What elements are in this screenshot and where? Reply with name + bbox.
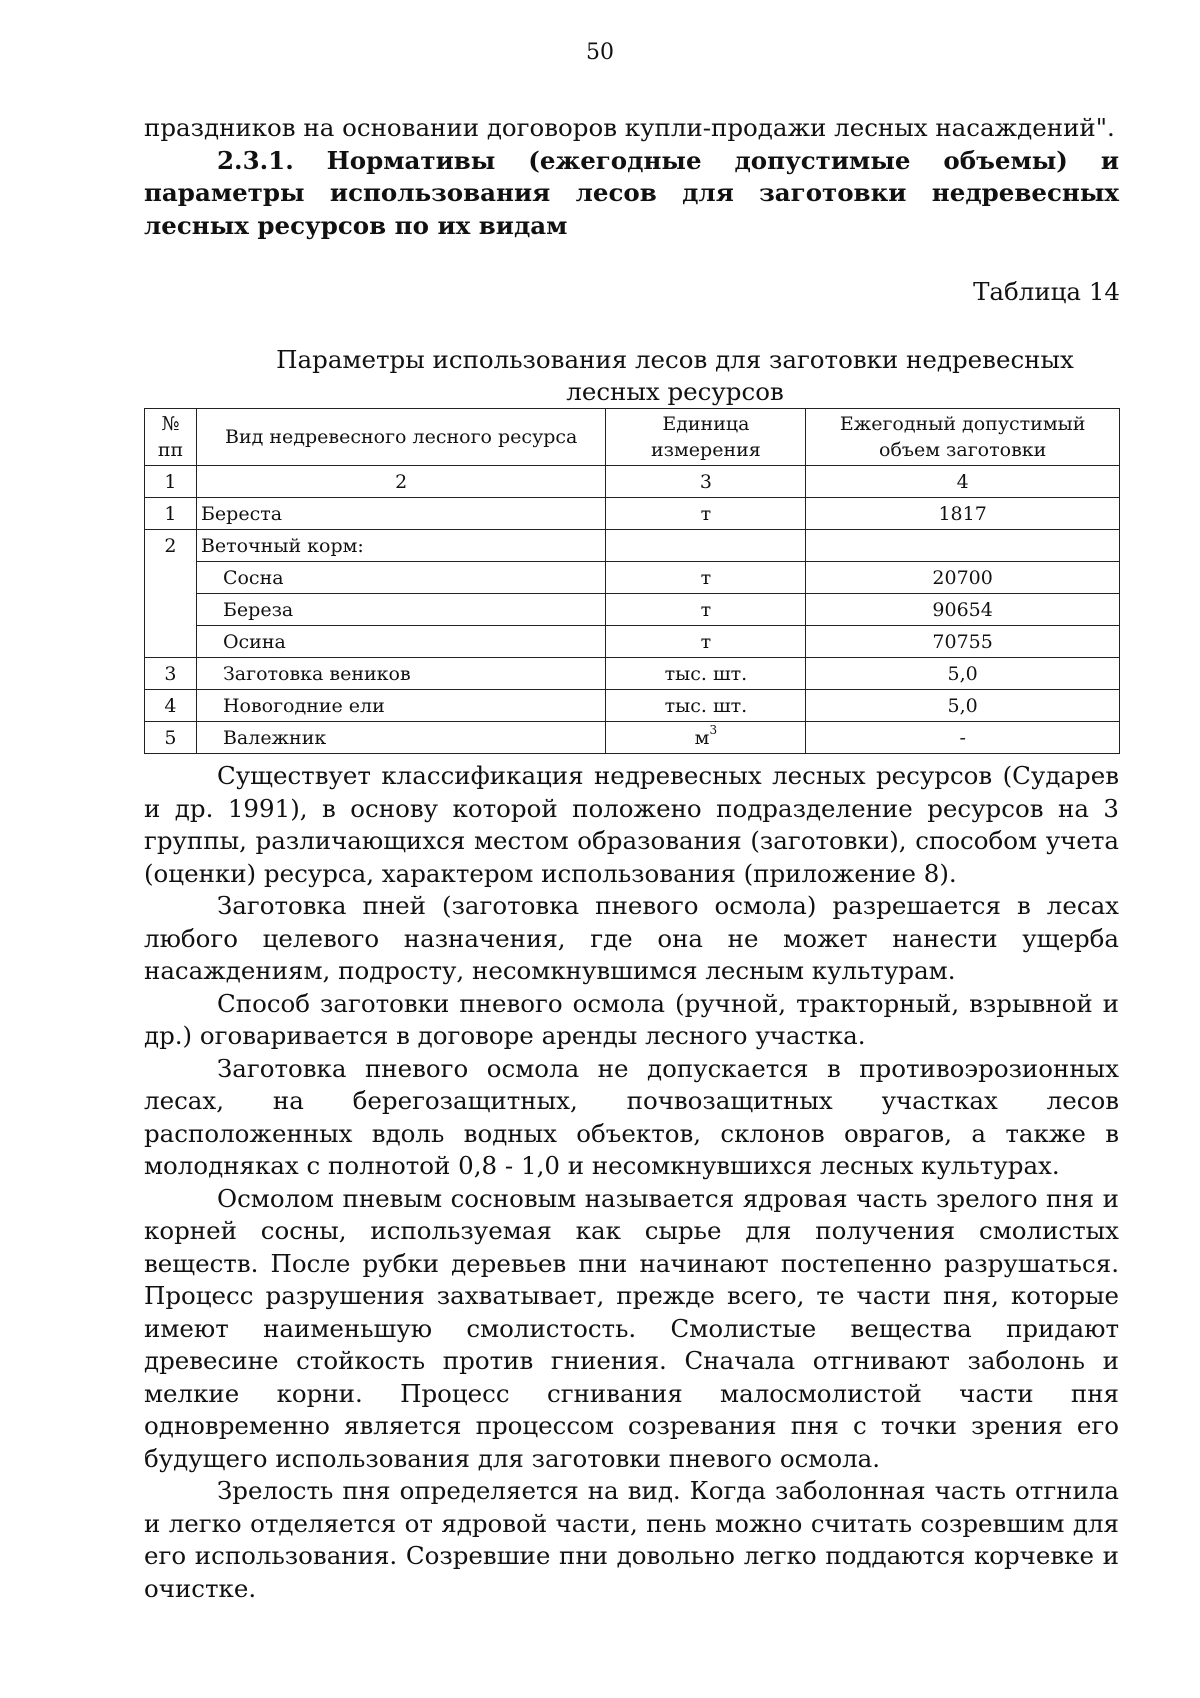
row-volume: 5,0: [806, 690, 1120, 722]
row-resource: Береза: [196, 594, 606, 626]
row-volume: 70755: [806, 626, 1120, 658]
row-resource: Заготовка веников: [196, 658, 606, 690]
table-row: [145, 498, 1120, 530]
row-num: [145, 562, 197, 594]
row-num: 2: [145, 530, 197, 562]
colnum-4: 4: [806, 466, 1120, 498]
row-resource: Береста: [196, 498, 606, 530]
row-volume: -: [806, 722, 1120, 754]
row-unit: т: [606, 562, 806, 594]
header-unit: Единица измерения: [606, 409, 806, 466]
header-text-block: [144, 112, 1119, 242]
row-unit: [606, 722, 806, 754]
row-num: [145, 626, 197, 658]
paragraph: Способ заготовки пневого осмола (ручной, тракторный, взрывной и др.) оговаривается в договоре аренды лесного участка.: [144, 988, 1119, 1050]
body-text: [144, 760, 1119, 1605]
paragraph: Существует классификация недревесных лесных ресурсов (Сударев и др. 1991), в основу которой положено подразделение ресурсов на 3 группы, различающихся местом образования (заготовки), способом учета (оценки) ресурса, характером использования (приложение 8).: [144, 761, 1119, 888]
table-row: [145, 722, 1120, 754]
row-num: 1: [145, 498, 197, 530]
paragraph: Зрелость пня определяется на вид. Когда заболонная часть отгнила и легко отделяется от ядровой части, пень можно считать созревшим для его использования. Созревшие пни довольно легко поддаются корчевке и очистке.: [144, 1476, 1119, 1603]
table-row: [145, 690, 1120, 722]
row-resource: Новогодние ели: [196, 690, 606, 722]
row-unit: т: [606, 594, 806, 626]
row-resource: Валежник: [196, 722, 606, 754]
row-num: [145, 594, 197, 626]
row-resource: Веточный корм:: [196, 530, 606, 562]
header-resource: Вид недревесного лесного ресурса: [196, 409, 606, 466]
paragraph: Заготовка пней (заготовка пневого осмола) разрешается в лесах любого целевого назначения, где она не может нанести ущерба насаждениям, подросту, несомкнувшимся лесным культурам.: [144, 891, 1119, 985]
paragraph: Осмолом пневым сосновым называется ядровая часть зрелого пня и корней сосны, используемая как сырье для получения смолистых веществ. После рубки деревьев пни начинают постепенно разрушаться. Процесс разрушения захватывает, прежде всего, те части пня, которые имеют наименьшую смолистость. Смолистые вещества придают древесине стойкость против гниения. Сначала отгнивают заболонь и мелкие корни. Процесс сгнивания малосмолистой части пня одновременно является процессом созревания пня с точки зрения его будущего использования для заготовки пневого осмола.: [144, 1183, 1119, 1473]
table-row: [145, 530, 1120, 562]
intro-line: праздников на основании договоров купли-продажи лесных насаждений".: [144, 113, 1115, 142]
header-volume: Ежегодный допустимый объем заготовки: [806, 409, 1120, 466]
row-volume: [806, 530, 1120, 562]
unit-superscript: 3: [709, 722, 718, 737]
row-num: 3: [145, 658, 197, 690]
row-unit: т: [606, 626, 806, 658]
table-caption: Параметры использования лесов для заготовки недревесных лесных ресурсов: [276, 345, 1074, 406]
section-heading: 2.3.1. Нормативы (ежегодные допустимые объемы) и параметры использования лесов для заготовки недревесных лесных ресурсов по их видам: [144, 145, 1119, 240]
table-row: [145, 594, 1120, 626]
table-label: Таблица 14: [973, 277, 1120, 306]
colnum-2: 2: [196, 466, 606, 498]
row-volume: 5,0: [806, 658, 1120, 690]
row-resource: Осина: [196, 626, 606, 658]
table-row: [145, 658, 1120, 690]
row-resource: Сосна: [196, 562, 606, 594]
row-unit: [606, 530, 806, 562]
row-unit: т: [606, 498, 806, 530]
page-number: 50: [586, 40, 614, 65]
table-header-row: [145, 409, 1120, 466]
table-row: [145, 626, 1120, 658]
colnum-1: 1: [145, 466, 197, 498]
row-num: 5: [145, 722, 197, 754]
row-unit: тыс. шт.: [606, 690, 806, 722]
row-num: 4: [145, 690, 197, 722]
paragraph: Заготовка пневого осмола не допускается в противоэрозионных лесах, на берегозащитных, почвозащитных участках лесов расположенных вдоль водных объектов, склонов оврагов, а также в молодняках с полнотой 0,8 - 1,0 и несомкнувшихся лесных культурах.: [144, 1053, 1119, 1180]
header-num: № пп: [145, 409, 197, 466]
row-unit: тыс. шт.: [606, 658, 806, 690]
resources-table: [144, 408, 1120, 754]
row-volume: 90654: [806, 594, 1120, 626]
row-volume: 20700: [806, 562, 1120, 594]
column-number-row: [145, 466, 1120, 498]
row-volume: 1817: [806, 498, 1120, 530]
unit-text: м: [694, 726, 710, 749]
table-row: [145, 562, 1120, 594]
colnum-3: 3: [606, 466, 806, 498]
